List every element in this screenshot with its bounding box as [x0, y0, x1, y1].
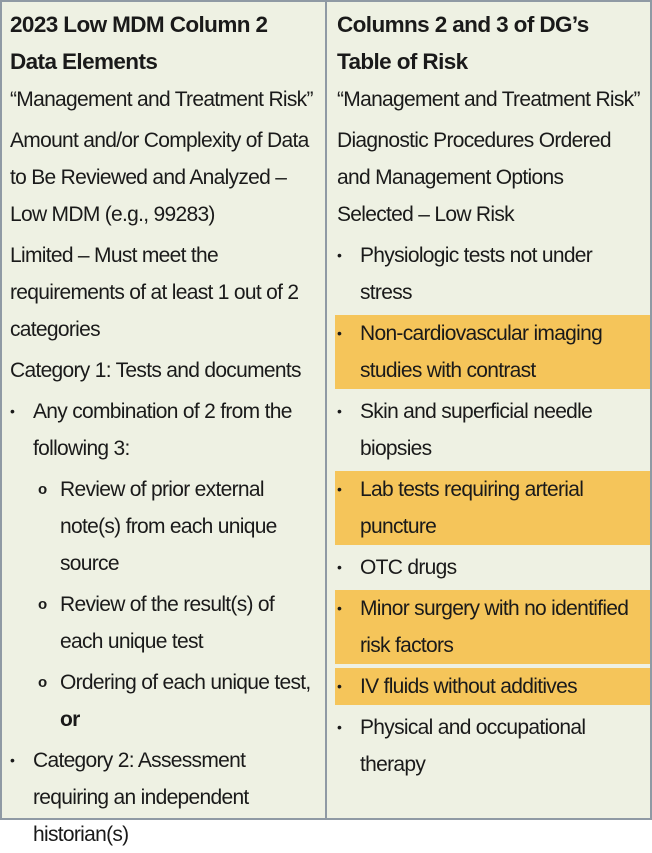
risk-item-text: Physical and occupational therapy: [360, 716, 586, 776]
risk-item: [335, 471, 650, 545]
subitem-text: Ordering of each unique test,: [60, 671, 311, 694]
diagnostic-text: Diagnostic Procedures Ordered and Management Options Selected – Low Risk: [337, 129, 611, 226]
sub-bullet-icon: o: [38, 596, 47, 613]
bullet-icon: •: [337, 247, 342, 263]
combo-text: Any combination of 2 from the following 3:: [33, 400, 292, 460]
bullet-icon: •: [337, 600, 342, 616]
risk-item-text: Minor surgery with no identified risk factors: [360, 597, 629, 657]
left-heading: 2023 Low MDM Column 2 Data Elements: [10, 12, 268, 74]
risk-item: [335, 315, 650, 389]
sub-bullet-icon: o: [38, 481, 47, 498]
left-column: [2, 2, 327, 846]
risk-item-text: Lab tests requiring arterial puncture: [360, 478, 584, 538]
risk-item: [337, 709, 642, 783]
risk-item: [335, 668, 650, 705]
risk-item-text: IV fluids without additives: [360, 675, 577, 698]
bullet-icon: •: [337, 678, 342, 694]
risk-list: [337, 237, 642, 783]
sub-list-item: [10, 471, 317, 582]
risk-item-text: OTC drugs: [360, 556, 457, 579]
subitem-text: Review of the result(s) of each unique test: [60, 593, 275, 653]
limited-text: Limited – Must meet the requirements of at least 1 out of 2 categories: [10, 244, 299, 341]
or-word: or: [60, 708, 80, 731]
right-column: [327, 2, 650, 818]
bullet-icon: •: [337, 403, 342, 419]
right-risk-label: “Management and Treatment Risk”: [337, 88, 640, 111]
bullet-icon: •: [10, 403, 15, 419]
sub-list-item: [10, 664, 317, 738]
risk-item-text: Physiologic tests not under stress: [360, 244, 593, 304]
right-heading: Columns 2 and 3 of DG’s Table of Risk: [337, 12, 589, 74]
risk-item: [337, 393, 642, 467]
amount-text: Amount and/or Complexity of Data to Be Reviewed and Analyzed – Low MDM (e.g., 99283): [10, 129, 309, 226]
category-1-text: Category 1: Tests and documents: [10, 359, 301, 382]
sub-list-item: [10, 586, 317, 660]
bullet-icon: •: [337, 559, 342, 575]
list-item: [10, 393, 317, 467]
left-list: [10, 393, 317, 853]
bullet-icon: •: [337, 325, 342, 341]
risk-item: [337, 549, 642, 586]
bullet-icon: •: [337, 481, 342, 497]
list-item: [10, 742, 317, 853]
bullet-icon: •: [337, 719, 342, 735]
category-2-text: Category 2: Assessment requiring an independent historian(s): [33, 749, 249, 846]
subitem-text: Review of prior external note(s) from each unique source: [60, 478, 277, 575]
risk-item-text: Non-cardiovascular imaging studies with contrast: [360, 322, 603, 382]
risk-item: [337, 237, 642, 311]
bullet-icon: •: [10, 752, 15, 768]
left-risk-label: “Management and Treatment Risk”: [10, 88, 313, 111]
risk-item: [335, 590, 650, 664]
sub-bullet-icon: o: [38, 674, 47, 691]
risk-item-text: Skin and superficial needle biopsies: [360, 400, 593, 460]
